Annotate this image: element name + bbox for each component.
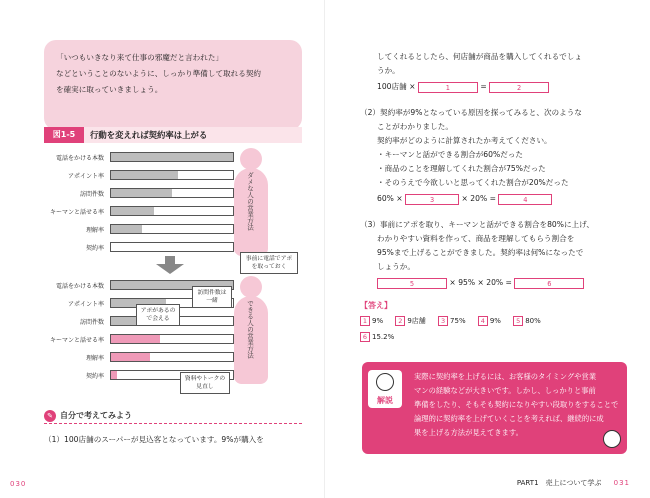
q1-formula-prefix: 100店舗 × (377, 82, 416, 91)
answer-box-4: 4 (498, 194, 552, 205)
student-face-icon (603, 430, 621, 448)
callout-visits: 訪問件数は一緒 (192, 286, 232, 308)
answer-item: 6 15.2% (360, 332, 394, 342)
q3-line-3: 95%まで上げることができました。契約率は何%になったで (377, 248, 584, 257)
bottom-row-fill (111, 335, 160, 343)
q2-line-1: （2）契約率が9%となっている原因を探ってみると、次のような (360, 108, 582, 117)
top-row-bar (110, 152, 234, 162)
page-number-right: 031 (613, 479, 630, 487)
person-top-head (240, 148, 262, 170)
bottom-row-label: 契約率 (85, 373, 104, 380)
q2-formula-mid: × 20% = (461, 194, 496, 203)
callout-phone: 事前に電話でアポを取っておく (240, 252, 298, 274)
top-row-fill (111, 189, 172, 197)
top-row-bar (110, 242, 234, 252)
person-top-label: ダメな人の営業方法 (246, 172, 254, 231)
explain-line-3: 準備をしたり、そもそも契約になりやすい段取りをすることで (414, 400, 619, 409)
top-row-fill (111, 171, 178, 179)
person-bottom-label: できる人の営業方法 (246, 300, 254, 359)
note-line-3: を確実に取っていきましょう。 (56, 85, 163, 94)
top-row-label: 訪問件数 (79, 191, 104, 198)
callout-docs: 資料やトークの見直し (180, 372, 230, 394)
top-row-bar (110, 206, 234, 216)
bottom-row-bar (110, 352, 234, 362)
figure-label: 図1-5 (44, 127, 84, 143)
bottom-row-bar (110, 334, 234, 344)
note-line-1: 「いつもいきなり来て仕事の邪魔だと言われた」 (56, 53, 224, 62)
footer-right (517, 478, 630, 488)
funnel-figure (44, 146, 302, 396)
callout-apo: アポがあるので会える (136, 304, 180, 326)
answer-box-6: 6 (514, 278, 584, 289)
answer-box-1: 1 (418, 82, 478, 93)
q2-formula (377, 192, 552, 206)
right-page (325, 0, 650, 498)
q1-cont-2: うか。 (377, 66, 400, 75)
top-row-label: 電話をかける本数 (55, 155, 104, 162)
bottom-row-label: 電話をかける本数 (55, 283, 104, 290)
q1-formula (377, 80, 549, 94)
intro-note (44, 40, 302, 130)
answer-line-2 (360, 332, 404, 342)
teacher-face-icon (376, 373, 394, 391)
answer-box-3: 3 (405, 194, 459, 205)
answer-item: 3 75% (438, 316, 466, 326)
answer-item: 2 9店舗 (395, 316, 425, 326)
explain-line-4: 論理的に契約率を上げていくことを考えれば、継続的に成 (414, 414, 604, 423)
answer-box-2: 2 (489, 82, 549, 93)
q2-line-4: ・キーマンと話ができる割合が60%だった (377, 150, 523, 159)
q3-line-1: （3）事前にアポを取り、キーマンと話ができる割合を80%に上げ、 (360, 220, 595, 229)
think-section-header (44, 410, 302, 424)
page-number-left: 030 (10, 480, 27, 488)
q2-formula-prefix: 60% × (377, 194, 403, 203)
top-row-fill (111, 207, 154, 215)
q3-line-4: しょうか。 (377, 262, 415, 271)
think-title: 自分で考えてみよう (60, 411, 132, 420)
down-arrow-icon (156, 264, 184, 274)
answer-title: 【答え】 (360, 301, 392, 310)
explain-line-2: マンの経験などが大きいです。しかし、しっかりと事前 (414, 386, 596, 395)
explain-line-5: 果を上げる方法が見えてきます。 (414, 428, 523, 437)
bottom-row-label: キーマンと話せる率 (49, 337, 104, 344)
q2-line-5: ・商品のことを理解してくれた割合が75%だった (377, 164, 546, 173)
q3-formula (377, 276, 584, 290)
explain-line-1: 実際に契約率を上げるには、お客様のタイミングや営業 (414, 372, 597, 381)
figure-title: 行動を変えれば契約率は上がる (90, 130, 208, 140)
top-row-bar (110, 224, 234, 234)
bottom-row-label: 理解率 (85, 355, 104, 362)
person-bottom-head (240, 276, 262, 298)
bottom-row-label: 訪問件数 (79, 319, 104, 326)
q2-line-3: 契約率がどのように計算されたか考えてください。 (377, 136, 552, 145)
top-row-label: 契約率 (85, 245, 104, 252)
answer-box-5: 5 (377, 278, 447, 289)
top-row-label: アポイント率 (67, 173, 104, 180)
explanation-label: 解説 (377, 396, 393, 405)
bottom-row-fill (111, 353, 150, 361)
arrow-stem (165, 256, 175, 264)
top-row-fill (111, 225, 142, 233)
note-line-2: などということのないように、しっかり準備して取れる契約 (56, 69, 262, 78)
top-row-label: キーマンと話せる率 (49, 209, 104, 216)
bottom-row-fill (111, 371, 117, 379)
answer-line-1 (360, 316, 551, 326)
q1-formula-eq: = (480, 82, 487, 91)
q3-line-2: わかりやすい資料を作って、商品を理解してもらう割合を (377, 234, 575, 243)
q2-line-6: ・そのうえで今欲しいと思ってくれた割合が20%だった (377, 178, 569, 187)
top-row-label: 理解率 (85, 227, 104, 234)
top-row-bar (110, 170, 234, 180)
answer-item: 5 80% (513, 316, 541, 326)
q1-cont-1: してくれるとしたら、何店舗が商品を購入してくれるでしょ (377, 52, 582, 61)
question-1: （1）100店舗のスーパーが見込客となっています。9%が購入を (44, 435, 264, 444)
top-row-bar (110, 188, 234, 198)
top-row-fill (111, 153, 233, 161)
bottom-row-label: アポイント率 (67, 301, 104, 308)
explanation-badge (368, 370, 402, 408)
pencil-icon: ✎ (44, 410, 56, 422)
explanation-box (362, 362, 627, 454)
footer-part: PART1 売上について学ぶ (516, 479, 602, 487)
q3-formula-mid: × 95% × 20% = (449, 278, 512, 287)
q2-line-2: ことがわかりました。 (377, 122, 453, 131)
answer-item: 4 9% (478, 316, 501, 326)
answer-item: 1 9% (360, 316, 383, 326)
